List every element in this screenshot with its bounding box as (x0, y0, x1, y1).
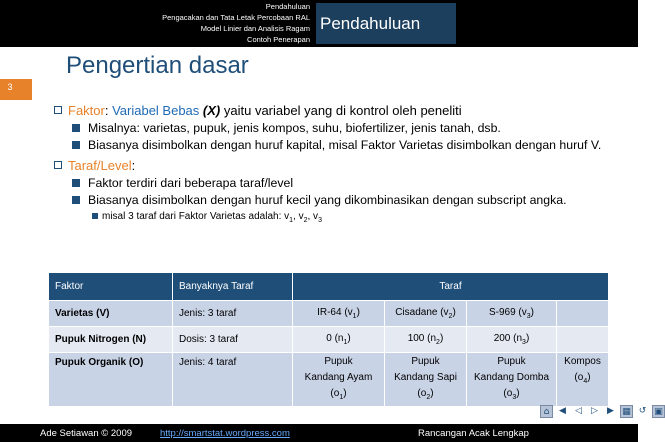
square-bullet-icon (72, 124, 80, 132)
subscript: 3 (512, 393, 517, 401)
taraf-text: Pupuk (411, 355, 440, 367)
hollow-square-bullet-icon (54, 161, 62, 169)
current-section-label: Pendahuluan (316, 3, 456, 44)
subscript: 1 (339, 393, 344, 401)
table-row (49, 353, 609, 407)
subscript: 3 (526, 313, 531, 320)
table-header-row (49, 273, 609, 301)
home-icon[interactable]: ⌂ (540, 405, 553, 418)
subscript: 2 (436, 339, 440, 346)
taraf-text: IR-64 (v (317, 307, 353, 318)
slide-title: Pengertian dasar (66, 52, 249, 79)
taraf-text: Kandang Ayam (304, 371, 373, 383)
slide-number: 3 (7, 82, 13, 92)
back-icon[interactable]: ◀ (559, 405, 566, 416)
sub-bullet (54, 121, 614, 136)
taraf-text: 100 (n (407, 333, 437, 344)
sub-bullet-text: Faktor terdiri dari beberapa taraf/level (88, 176, 294, 190)
subscript: 4 (583, 378, 588, 385)
term-taraf: Taraf/Level (68, 158, 132, 173)
symbol: , v (293, 211, 304, 222)
sub-bullet (54, 138, 614, 153)
cell-taraf (557, 353, 609, 407)
cell-banyak: Dosis: 3 taraf (173, 327, 293, 353)
taraf-text: S-969 (v (488, 307, 527, 318)
taraf-text: (o (417, 387, 427, 399)
taraf-table (48, 272, 609, 407)
bullet-taraf (54, 157, 614, 174)
subscript: 1 (343, 339, 348, 346)
nav-item-contoh-penerapan[interactable]: Contoh Penerapan (247, 35, 310, 44)
table-row (49, 327, 609, 353)
cell-taraf (385, 327, 467, 353)
taraf-text: Pupuk (497, 355, 526, 367)
cell-faktor: Pupuk Nitrogen (N) (49, 327, 173, 353)
taraf-text: (o (330, 387, 340, 399)
cell-taraf (467, 353, 557, 407)
taraf-text: Pupuk (324, 355, 353, 367)
bullet-faktor (54, 102, 614, 119)
fullscreen-icon[interactable]: ▣ (652, 405, 665, 418)
cell-taraf (467, 301, 557, 327)
taraf-text: ) (347, 333, 351, 344)
subscript: 2 (448, 313, 453, 320)
header-taraf: Taraf (293, 273, 609, 301)
colon: : (131, 158, 136, 173)
taraf-text: Kandang Sapi (394, 371, 457, 383)
square-bullet-icon (72, 141, 80, 149)
jump-icon[interactable]: ▦ (620, 405, 633, 418)
example-text: misal 3 taraf dari Faktor Varietas adalah: (102, 211, 285, 222)
taraf-text: (o (574, 372, 584, 383)
footer-link[interactable]: http://smartstat.wordpress.com (160, 428, 290, 439)
subscript: 2 (426, 393, 431, 401)
term-variabel-bebas: Variabel Bebas (112, 103, 200, 118)
subscript: 1 (289, 217, 294, 224)
taraf-text: 0 (n (326, 333, 344, 344)
cell-banyak: Jenis: 4 taraf (173, 353, 293, 407)
taraf-text: ) (430, 387, 434, 399)
footer-topic: Rancangan Acak Lengkap (418, 428, 529, 439)
cell-faktor: Varietas (V) (49, 301, 173, 327)
nav-item-pengacakan[interactable]: Pengacakan dan Tata Letak Percobaan RAL (162, 13, 310, 22)
symbol-x: (X) (202, 103, 221, 118)
slide-content (54, 100, 614, 228)
taraf-text: Kompos (564, 356, 601, 367)
sub-bullet (54, 193, 614, 208)
cell-taraf (293, 353, 385, 407)
taraf-text: ) (525, 333, 530, 344)
square-bullet-icon (72, 179, 80, 187)
symbol: , v (307, 211, 319, 222)
next-icon[interactable]: ▷ (591, 405, 598, 416)
taraf-text: ) (439, 333, 444, 344)
subscript: 2 (303, 217, 308, 224)
subscript: 3 (522, 339, 526, 346)
header-banyak-taraf: Banyaknya Taraf (173, 273, 293, 301)
section-nav (120, 1, 310, 45)
subscript: 1 (352, 313, 357, 320)
subscript: 3 (318, 217, 322, 224)
symbol: v (284, 211, 290, 222)
cell-banyak: Jenis: 3 taraf (173, 301, 293, 327)
taraf-text: ) (530, 307, 535, 318)
header-faktor: Faktor (49, 273, 173, 301)
faktor-definition: yaitu variabel yang di kontrol oleh peneliti (220, 103, 462, 118)
cell-empty (557, 327, 609, 353)
cell-taraf (385, 353, 467, 407)
taraf-text: ) (343, 387, 347, 399)
sub-bullet-text: Misalnya: varietas, pupuk, jenis kompos, suhu, biofertilizer, jenis tanah, dsb. (88, 121, 501, 135)
cell-empty (557, 301, 609, 327)
taraf-text: ) (587, 372, 591, 383)
divider (0, 99, 32, 100)
nav-item-model-linier[interactable]: Model Linier dan Analisis Ragam (200, 24, 310, 33)
taraf-text: ) (356, 307, 360, 318)
table-row (49, 301, 609, 327)
cell-taraf (293, 327, 385, 353)
term-faktor: Faktor (68, 103, 105, 118)
taraf-text: (o (503, 387, 513, 399)
taraf-text: ) (452, 307, 456, 318)
taraf-text: 200 (n (493, 333, 523, 344)
last-icon[interactable]: ▶ (607, 405, 614, 416)
slide-nav-buttons (540, 402, 665, 420)
return-icon[interactable]: ↺ (638, 405, 647, 416)
cell-taraf (385, 301, 467, 327)
taraf-text: Kandang Domba (473, 371, 550, 383)
taraf-text: ) (516, 387, 520, 399)
prev-icon[interactable]: ◁ (575, 405, 582, 416)
square-bullet-icon (72, 196, 80, 204)
example-bullet (54, 210, 614, 228)
cell-faktor: Pupuk Organik (O) (49, 353, 173, 407)
separator: : (104, 103, 113, 118)
square-bullet-icon (92, 213, 98, 219)
sub-bullet-text: Biasanya disimbolkan dengan huruf kapital, misal Faktor Varietas disimbolkan dengan huruf V. (88, 138, 602, 152)
cell-taraf (467, 327, 557, 353)
sub-bullet-text: Biasanya disimbolkan dengan huruf kecil yang dikombinasikan dengan subscript angka. (88, 193, 567, 207)
taraf-text: Cisadane (v (395, 307, 449, 318)
hollow-square-bullet-icon (54, 106, 62, 114)
cell-taraf (293, 301, 385, 327)
nav-item-pendahuluan[interactable]: Pendahuluan (265, 2, 310, 11)
sub-bullet (54, 176, 614, 191)
footer-author: Ade Setiawan © 2009 (40, 428, 133, 439)
